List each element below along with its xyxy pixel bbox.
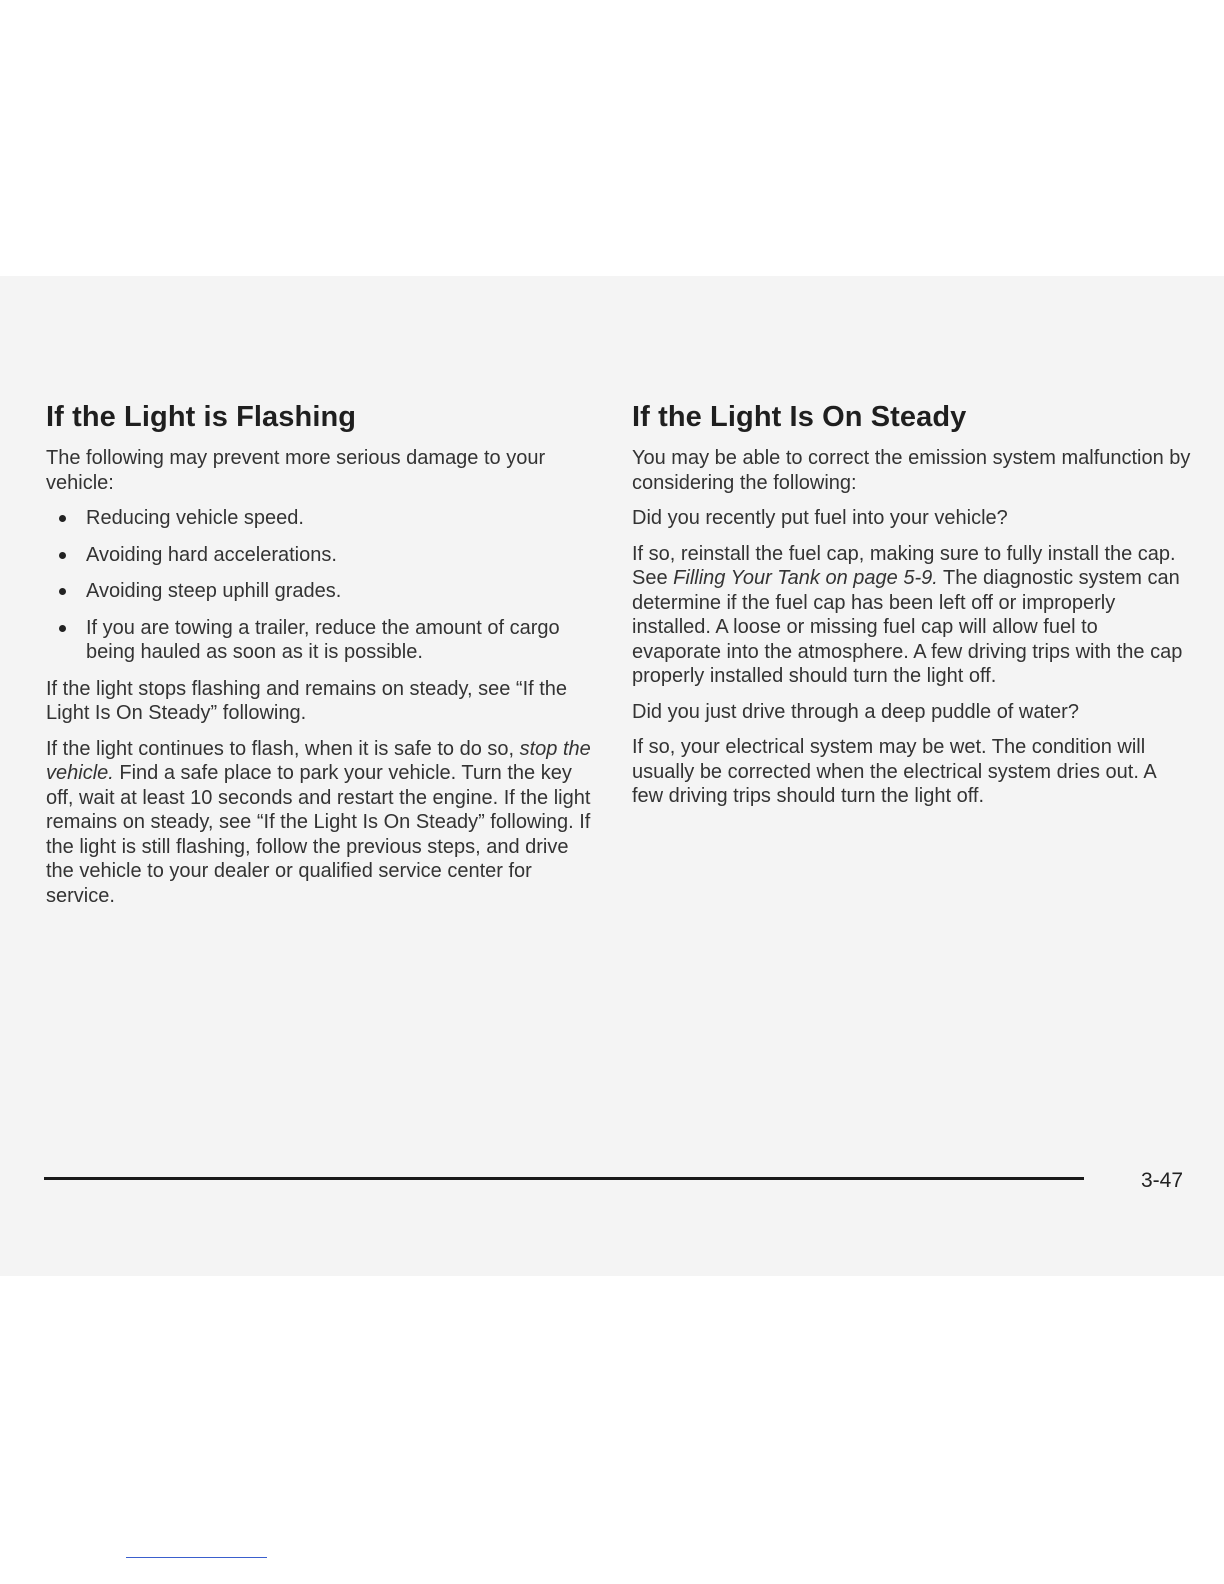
flashing-stops-paragraph: If the light stops flashing and remains on steady, see “If the Light Is On Steady” following. bbox=[46, 677, 568, 724]
steady-intro: You may be able to correct the emission system malfunction by considering the following: bbox=[632, 447, 1191, 494]
bullet-item bbox=[46, 616, 591, 665]
bullet-text: Reducing vehicle speed. bbox=[86, 507, 304, 529]
left-column bbox=[46, 401, 591, 919]
flashing-heading: If the Light is Flashing bbox=[46, 401, 357, 433]
right-column bbox=[632, 401, 1192, 820]
fuel-question: Did you recently put fuel into your vehicle? bbox=[632, 507, 1008, 529]
flashing-intro: The following may prevent more serious damage to your vehicle: bbox=[46, 447, 546, 494]
bullet-dot-icon bbox=[59, 552, 66, 559]
bullet-text: Avoiding hard accelerations. bbox=[86, 543, 337, 566]
bullet-text: Avoiding steep uphill grades. bbox=[86, 580, 342, 602]
stop-vehicle-emphasis: stop the vehicle. bbox=[46, 737, 591, 784]
fuel-answer: If so, reinstall the fuel cap, making sure to fully install the cap. See Filling Your Tank on page 5-9. The diagnostic system can determine if the fuel cap has been left off or improperly installed. A loose or missing fuel cap will allow fuel to evaporate into the atmosphere. A few driving trips with the cap properly installed should turn the light off. bbox=[632, 542, 1183, 687]
bullet-item bbox=[46, 579, 591, 604]
steady-heading: If the Light Is On Steady bbox=[632, 401, 967, 433]
bullet-item bbox=[46, 543, 591, 568]
bullet-dot-icon bbox=[59, 515, 66, 522]
bullet-dot-icon bbox=[59, 625, 66, 632]
manual-page bbox=[0, 276, 1224, 1276]
footer-rule bbox=[44, 1177, 1084, 1180]
footnote-divider bbox=[126, 1557, 267, 1558]
puddle-answer: If so, your electrical system may be wet. The condition will usually be corrected when the electrical system dries out. A few driving trips should turn the light off. bbox=[632, 736, 1156, 807]
bullet-item bbox=[46, 506, 591, 531]
bullet-dot-icon bbox=[59, 588, 66, 595]
bullet-text: If you are towing a trailer, reduce the amount of cargo being hauled as soon as it is possible. bbox=[86, 616, 560, 663]
page-number: 3-47 bbox=[1141, 1169, 1184, 1192]
flashing-bullet-list bbox=[46, 506, 591, 665]
filling-tank-reference: Filling Your Tank on page 5-9. bbox=[673, 567, 938, 589]
flashing-continues-paragraph: If the light continues to flash, when it is safe to do so, stop the vehicle. Find a safe place to park your vehicle. Turn the key off, wait at least 10 seconds and restart the engine. If the light remains on steady, see “If the Light Is On Steady” following. If the light is still flashing, follow the previous steps, and drive the vehicle to your dealer or qualified service center for service. bbox=[46, 737, 591, 907]
puddle-question: Did you just drive through a deep puddle of water? bbox=[632, 700, 1079, 723]
